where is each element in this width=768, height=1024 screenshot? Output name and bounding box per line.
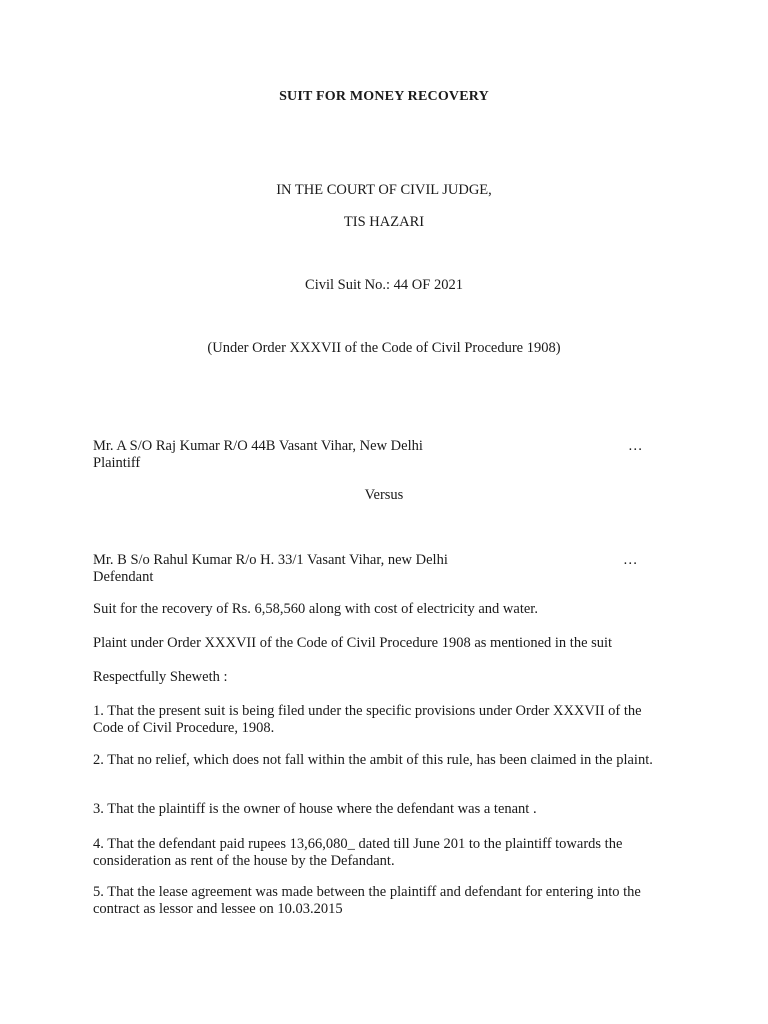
paragraph-1: 1. That the present suit is being filed under the specific provisions under Order XXXVII of the Code of Civil Procedure, 1908. [93,703,642,736]
defendant-dots: … [623,552,639,568]
plaintiff-role: Plaintiff [93,455,141,471]
versus-label: Versus [364,487,404,503]
recovery-statement: Suit for the recovery of Rs. 6,58,560 along with cost of electricity and water. [93,601,538,617]
paragraph-4: 4. That the defendant paid rupees 13,66,080_ dated till June 201 to the plaintiff towards the consideration as rent of the house by the Defandant. [93,836,623,869]
paragraph-3: 3. That the plaintiff is the owner of house where the defendant was a tenant . [93,801,537,817]
court-name: IN THE COURT OF CIVIL JUDGE, [276,182,492,198]
plaint-statement: Plaint under Order XXXVII of the Code of Civil Procedure 1908 as mentioned in the suit [93,635,613,651]
defendant-name: Mr. B S/o Rahul Kumar R/o H. 33/1 Vasant Vihar, new Delhi [93,552,448,568]
order-reference: (Under Order XXXVII of the Code of Civil Procedure 1908) [207,340,561,356]
sheweth-heading: Respectfully Sheweth : [93,669,228,685]
court-location: TIS HAZARI [343,214,425,230]
suit-number: Civil Suit No.: 44 OF 2021 [305,277,463,293]
plaintiff-dots: … [628,438,644,454]
paragraph-5: 5. That the lease agreement was made between the plaintiff and defendant for entering into the contract as lessor and lessee on 10.03.2015 [93,884,641,917]
defendant-role: Defendant [93,569,154,585]
plaintiff-name: Mr. A S/O Raj Kumar R/O 44B Vasant Vihar, New Delhi [93,438,423,454]
document-title: SUIT FOR MONEY RECOVERY [279,89,489,104]
paragraph-2: 2. That no relief, which does not fall within the ambit of this rule, has been claimed in the plaint. [93,752,653,768]
